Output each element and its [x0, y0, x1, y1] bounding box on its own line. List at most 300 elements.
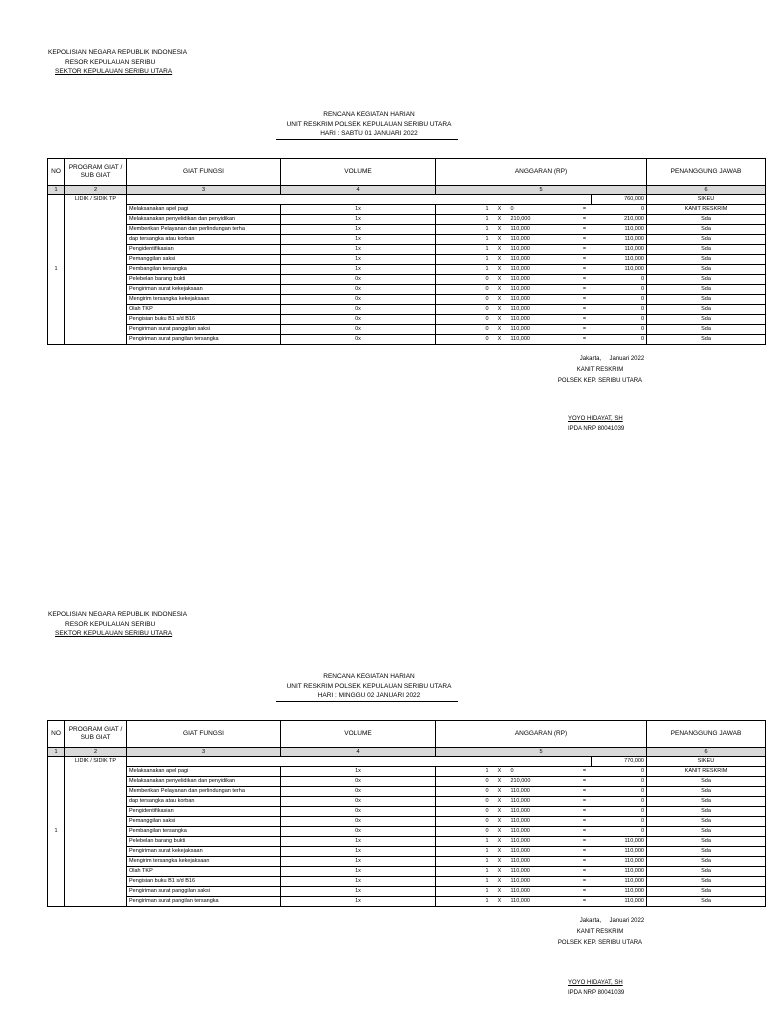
unit-price: 110,000: [509, 275, 578, 285]
unit-price: 110,000: [509, 817, 578, 827]
activity-volume: 1x: [281, 877, 436, 887]
table-row: [48, 215, 766, 225]
table-row: [48, 867, 766, 877]
sign-role: KANIT RESKRIM: [576, 929, 624, 935]
org-line-3: SEKTOR KEPULAUAN SERIBU UTARA: [55, 630, 173, 637]
table-row: [48, 837, 766, 847]
equals-sign: =: [578, 275, 592, 285]
title-line-2: UNIT RESKRIM POLSEK KEPULAUAN SERIBU UTARA: [286, 682, 452, 690]
program-total-row: [48, 757, 766, 767]
table-row: [48, 245, 766, 255]
unit-count: 0: [436, 315, 491, 325]
activity-name: Pengiriman surat panggilan saksi: [127, 887, 281, 897]
table-header-row: [48, 159, 766, 186]
unit-count: 1: [436, 837, 491, 847]
activity-volume: 1x: [281, 205, 436, 215]
times-sign: X: [491, 817, 509, 827]
activity-amount: 110,000: [592, 887, 647, 897]
times-sign: X: [491, 305, 509, 315]
unit-count: 0: [436, 777, 491, 787]
activity-responsible: Sda: [647, 787, 766, 797]
times-sign: X: [491, 847, 509, 857]
activity-name: Mengirim tersangka kekejaksaan: [127, 295, 281, 305]
table-row: [48, 275, 766, 285]
times-sign: X: [491, 205, 509, 215]
equals-sign: =: [578, 787, 592, 797]
col-program-header: PROGRAM GIAT / SUB GIAT: [65, 159, 127, 186]
activity-responsible: Sda: [647, 225, 766, 235]
unit-count: 0: [436, 305, 491, 315]
unit-price: 110,000: [509, 887, 578, 897]
activity-amount: 0: [592, 827, 647, 837]
unit-price: 110,000: [509, 847, 578, 857]
unit-price: 110,000: [509, 877, 578, 887]
activity-amount: 210,000: [592, 215, 647, 225]
col-number: 2: [65, 186, 127, 195]
column-number-row: [48, 748, 766, 757]
activity-responsible: KANIT RESKRIM: [647, 767, 766, 777]
activity-responsible: Sda: [647, 777, 766, 787]
table-row: [48, 807, 766, 817]
equals-sign: =: [578, 837, 592, 847]
activity-name: Olah TKP: [127, 867, 281, 877]
unit-price: 110,000: [509, 897, 578, 907]
col-giat-header: GIAT FUNGSI: [127, 721, 281, 748]
times-sign: X: [491, 857, 509, 867]
col-penanggung-header: PENANGGUNG JAWAB: [647, 721, 766, 748]
unit-price: 110,000: [509, 827, 578, 837]
program-name: LIDIK / SIDIK TP: [65, 195, 127, 345]
equals-sign: =: [578, 245, 592, 255]
activity-volume: 1x: [281, 837, 436, 847]
times-sign: X: [491, 787, 509, 797]
activity-volume: 1x: [281, 245, 436, 255]
doc-title: [240, 110, 498, 139]
unit-count: 0: [436, 335, 491, 345]
times-sign: X: [491, 827, 509, 837]
equals-sign: =: [578, 315, 592, 325]
unit-price: 110,000: [509, 325, 578, 335]
signature-block: [540, 916, 660, 949]
program-total-row: [48, 195, 766, 205]
activity-amount: 110,000: [592, 225, 647, 235]
activity-responsible: Sda: [647, 255, 766, 265]
col-number: 4: [281, 748, 436, 757]
activity-volume: 1x: [281, 767, 436, 777]
activity-volume: 0x: [281, 827, 436, 837]
equals-sign: =: [578, 305, 592, 315]
table-row: [48, 225, 766, 235]
times-sign: X: [491, 807, 509, 817]
unit-price: 110,000: [509, 837, 578, 847]
sign-unit: POLSEK KEP. SERIBU UTARA: [557, 378, 643, 384]
activity-name: Pemanggilan saksi: [127, 255, 281, 265]
table-row: [48, 265, 766, 275]
doc-title: [240, 672, 498, 701]
equals-sign: =: [578, 205, 592, 215]
activity-volume: 1x: [281, 225, 436, 235]
equals-sign: =: [578, 797, 592, 807]
activity-volume: 1x: [281, 265, 436, 275]
equals-sign: =: [578, 847, 592, 857]
activity-name: Memberikan Pelayanan dan perlindungan terha: [127, 787, 281, 797]
unit-price: 110,000: [509, 315, 578, 325]
activity-volume: 0x: [281, 787, 436, 797]
activity-amount: 0: [592, 335, 647, 345]
sign-place: Jakarta,: [579, 356, 602, 362]
activity-responsible: Sda: [647, 315, 766, 325]
title-line-2: UNIT RESKRIM POLSEK KEPULAUAN SERIBU UTARA: [286, 120, 452, 128]
title-line-1: RENCANA KEGIATAN HARIAN: [323, 673, 415, 680]
total-budget: 770,000: [592, 757, 647, 767]
times-sign: X: [491, 877, 509, 887]
activity-amount: 0: [592, 305, 647, 315]
table-row: [48, 787, 766, 797]
col-number: 3: [127, 186, 281, 195]
col-number: 1: [48, 186, 65, 195]
title-underline: [276, 701, 458, 702]
table-row: [48, 325, 766, 335]
activity-amount: 110,000: [592, 837, 647, 847]
activity-volume: 0x: [281, 305, 436, 315]
total-responsible: SIKEU: [647, 757, 766, 767]
activity-responsible: Sda: [647, 325, 766, 335]
org-header: [48, 610, 187, 639]
unit-count: 0: [436, 787, 491, 797]
unit-count: 1: [436, 867, 491, 877]
col-number: 5: [436, 186, 647, 195]
activity-responsible: Sda: [647, 797, 766, 807]
col-number: 6: [647, 748, 766, 757]
times-sign: X: [491, 295, 509, 305]
activity-volume: 1x: [281, 215, 436, 225]
total-responsible: SIKEU: [647, 195, 766, 205]
equals-sign: =: [578, 225, 592, 235]
unit-price: 110,000: [509, 305, 578, 315]
activity-table: [47, 720, 766, 907]
times-sign: X: [491, 215, 509, 225]
activity-amount: 0: [592, 325, 647, 335]
activity-responsible: Sda: [647, 857, 766, 867]
activity-amount: 0: [592, 205, 647, 215]
equals-sign: =: [578, 235, 592, 245]
unit-count: 1: [436, 847, 491, 857]
unit-count: 1: [436, 255, 491, 265]
activity-name: Pengiriman surat kekejaksaan: [127, 847, 281, 857]
activity-amount: 0: [592, 285, 647, 295]
activity-amount: 110,000: [592, 847, 647, 857]
equals-sign: =: [578, 325, 592, 335]
equals-sign: =: [578, 767, 592, 777]
unit-count: 0: [436, 817, 491, 827]
unit-price: 110,000: [509, 807, 578, 817]
activity-name: Pembangilan tersangka: [127, 265, 281, 275]
activity-responsible: Sda: [647, 827, 766, 837]
signatory-nrp: IPDA NRP 80041039: [568, 426, 625, 432]
activity-table: [47, 158, 766, 345]
activity-amount: 110,000: [592, 245, 647, 255]
activity-name: Pengidentifikasian: [127, 245, 281, 255]
sign-date: Januari 2022: [609, 356, 645, 362]
table-row: [48, 827, 766, 837]
total-spacer: [127, 195, 592, 205]
col-anggaran-header: ANGGARAN (RP): [436, 159, 647, 186]
activity-responsible: Sda: [647, 245, 766, 255]
times-sign: X: [491, 867, 509, 877]
activity-amount: 0: [592, 807, 647, 817]
activity-name: Pengidentifikasian: [127, 807, 281, 817]
col-volume-header: VOLUME: [281, 721, 436, 748]
activity-name: dap tersangka atau korban: [127, 235, 281, 245]
unit-price: 110,000: [509, 225, 578, 235]
activity-responsible: Sda: [647, 235, 766, 245]
activity-name: Pengiriman surat pangilan tersangka: [127, 897, 281, 907]
activity-name: Mengirim tersangka kekejaksaan: [127, 857, 281, 867]
unit-count: 1: [436, 205, 491, 215]
unit-count: 0: [436, 295, 491, 305]
activity-name: Pemanggilan saksi: [127, 817, 281, 827]
table-row: [48, 877, 766, 887]
activity-name: Melaksanakan apel pagi: [127, 767, 281, 777]
times-sign: X: [491, 255, 509, 265]
activity-volume: 1x: [281, 887, 436, 897]
equals-sign: =: [578, 255, 592, 265]
org-line-3: SEKTOR KEPULAUAN SERIBU UTARA: [55, 68, 173, 75]
row-number: 1: [48, 195, 65, 345]
col-giat-header: GIAT FUNGSI: [127, 159, 281, 186]
unit-price: 110,000: [509, 857, 578, 867]
org-line-2: RESOR KEPULAUAN SERIBU: [65, 620, 156, 628]
times-sign: X: [491, 225, 509, 235]
equals-sign: =: [578, 335, 592, 345]
table-row: [48, 847, 766, 857]
equals-sign: =: [578, 887, 592, 897]
activity-name: Melaksanakan penyelidikan dan penyidikan: [127, 777, 281, 787]
title-line-3: HARI : MINGGU 02 JANUARI 2022: [317, 692, 421, 699]
times-sign: X: [491, 887, 509, 897]
activity-amount: 110,000: [592, 877, 647, 887]
unit-count: 0: [436, 275, 491, 285]
times-sign: X: [491, 285, 509, 295]
activity-amount: 0: [592, 787, 647, 797]
activity-volume: 0x: [281, 315, 436, 325]
table-row: [48, 797, 766, 807]
col-number: 1: [48, 748, 65, 757]
times-sign: X: [491, 335, 509, 345]
unit-price: 110,000: [509, 245, 578, 255]
activity-volume: 0x: [281, 817, 436, 827]
unit-price: 110,000: [509, 797, 578, 807]
col-number: 4: [281, 186, 436, 195]
total-spacer: [127, 757, 592, 767]
activity-volume: 1x: [281, 867, 436, 877]
unit-count: 1: [436, 857, 491, 867]
activity-responsible: Sda: [647, 847, 766, 857]
unit-count: 0: [436, 797, 491, 807]
table-row: [48, 255, 766, 265]
equals-sign: =: [578, 295, 592, 305]
equals-sign: =: [578, 857, 592, 867]
activity-amount: 0: [592, 295, 647, 305]
table-row: [48, 817, 766, 827]
activity-volume: 1x: [281, 847, 436, 857]
col-volume-header: VOLUME: [281, 159, 436, 186]
table-header-row: [48, 721, 766, 748]
unit-count: 0: [436, 325, 491, 335]
activity-responsible: Sda: [647, 285, 766, 295]
unit-price: 0: [509, 767, 578, 777]
unit-count: 0: [436, 827, 491, 837]
times-sign: X: [491, 315, 509, 325]
activity-amount: 110,000: [592, 897, 647, 907]
activity-responsible: Sda: [647, 817, 766, 827]
title-line-1: RENCANA KEGIATAN HARIAN: [323, 111, 415, 118]
equals-sign: =: [578, 827, 592, 837]
activity-responsible: Sda: [647, 335, 766, 345]
times-sign: X: [491, 897, 509, 907]
activity-responsible: Sda: [647, 867, 766, 877]
activity-volume: 1x: [281, 255, 436, 265]
activity-volume: 0x: [281, 325, 436, 335]
unit-price: 110,000: [509, 787, 578, 797]
activity-name: Pembangilan tersangka: [127, 827, 281, 837]
unit-price: 110,000: [509, 285, 578, 295]
signatory: [568, 414, 624, 434]
unit-count: 1: [436, 887, 491, 897]
times-sign: X: [491, 767, 509, 777]
equals-sign: =: [578, 817, 592, 827]
signatory-name: YOYO HIDAYAT, SH: [568, 980, 623, 986]
activity-volume: 0x: [281, 807, 436, 817]
col-number: 2: [65, 748, 127, 757]
unit-price: 110,000: [509, 867, 578, 877]
table-row: [48, 857, 766, 867]
equals-sign: =: [578, 877, 592, 887]
org-line-1: KEPOLISIAN NEGARA REPUBLIK INDONESIA: [48, 611, 188, 618]
activity-responsible: Sda: [647, 897, 766, 907]
unit-price: 0: [509, 205, 578, 215]
unit-count: 1: [436, 767, 491, 777]
unit-count: 1: [436, 897, 491, 907]
equals-sign: =: [578, 867, 592, 877]
unit-price: 110,000: [509, 335, 578, 345]
times-sign: X: [491, 265, 509, 275]
activity-amount: 0: [592, 767, 647, 777]
total-budget: 760,000: [592, 195, 647, 205]
table-row: [48, 235, 766, 245]
col-penanggung-header: PENANGGUNG JAWAB: [647, 159, 766, 186]
activity-name: Pengisian buku B1 s/d B16: [127, 315, 281, 325]
activity-amount: 110,000: [592, 867, 647, 877]
table-row: [48, 335, 766, 345]
activity-responsible: Sda: [647, 305, 766, 315]
activity-volume: 0x: [281, 295, 436, 305]
signatory: [568, 978, 624, 998]
activity-name: Pengiriman surat pangilan tersangka: [127, 335, 281, 345]
activity-volume: 0x: [281, 285, 436, 295]
equals-sign: =: [578, 807, 592, 817]
activity-responsible: Sda: [647, 215, 766, 225]
signature-block: [540, 354, 660, 387]
times-sign: X: [491, 325, 509, 335]
activity-responsible: Sda: [647, 877, 766, 887]
activity-responsible: Sda: [647, 265, 766, 275]
activity-responsible: KANIT RESKRIM: [647, 205, 766, 215]
activity-name: Melaksanakan apel pagi: [127, 205, 281, 215]
org-line-1: KEPOLISIAN NEGARA REPUBLIK INDONESIA: [48, 49, 188, 56]
activity-name: Olah TKP: [127, 305, 281, 315]
activity-amount: 0: [592, 315, 647, 325]
unit-price: 110,000: [509, 255, 578, 265]
sign-date: Januari 2022: [609, 918, 645, 924]
table-row: [48, 285, 766, 295]
program-name: LIDIK / SIDIK TP: [65, 757, 127, 907]
unit-count: 1: [436, 245, 491, 255]
org-header: [48, 48, 187, 77]
activity-volume: 1x: [281, 897, 436, 907]
times-sign: X: [491, 235, 509, 245]
col-number: 6: [647, 186, 766, 195]
times-sign: X: [491, 837, 509, 847]
activity-responsible: Sda: [647, 807, 766, 817]
col-number: 5: [436, 748, 647, 757]
unit-count: 0: [436, 285, 491, 295]
unit-count: 1: [436, 235, 491, 245]
activity-amount: 0: [592, 275, 647, 285]
table-row: [48, 897, 766, 907]
equals-sign: =: [578, 285, 592, 295]
unit-count: 0: [436, 807, 491, 817]
unit-price: 110,000: [509, 295, 578, 305]
activity-responsible: Sda: [647, 887, 766, 897]
times-sign: X: [491, 275, 509, 285]
col-anggaran-header: ANGGARAN (RP): [436, 721, 647, 748]
times-sign: X: [491, 245, 509, 255]
activity-responsible: Sda: [647, 837, 766, 847]
activity-name: Memberikan Pelayanan dan perlindungan terha: [127, 225, 281, 235]
activity-amount: 0: [592, 817, 647, 827]
activity-name: Pengiriman surat kekejaksaan: [127, 285, 281, 295]
equals-sign: =: [578, 265, 592, 275]
activity-name: Pengiriman surat panggilan saksi: [127, 325, 281, 335]
activity-volume: 0x: [281, 777, 436, 787]
table-row: [48, 767, 766, 777]
activity-amount: 110,000: [592, 235, 647, 245]
table-row: [48, 887, 766, 897]
activity-amount: 110,000: [592, 255, 647, 265]
table-row: [48, 777, 766, 787]
activity-amount: 110,000: [592, 857, 647, 867]
col-no-header: NO: [48, 721, 65, 748]
row-number: 1: [48, 757, 65, 907]
activity-volume: 1x: [281, 235, 436, 245]
col-number: 3: [127, 748, 281, 757]
activity-responsible: Sda: [647, 295, 766, 305]
unit-price: 110,000: [509, 265, 578, 275]
sign-unit: POLSEK KEP. SERIBU UTARA: [557, 940, 643, 946]
activity-name: Pelebelan barang bukti: [127, 275, 281, 285]
title-line-3: HARI : SABTU 01 JANUARI 2022: [320, 130, 418, 137]
org-line-2: RESOR KEPULAUAN SERIBU: [65, 58, 156, 66]
unit-price: 210,000: [509, 777, 578, 787]
title-underline: [276, 139, 458, 140]
activity-amount: 110,000: [592, 265, 647, 275]
unit-count: 1: [436, 265, 491, 275]
col-program-header: PROGRAM GIAT / SUB GIAT: [65, 721, 127, 748]
unit-count: 1: [436, 877, 491, 887]
table-row: [48, 205, 766, 215]
activity-volume: 0x: [281, 275, 436, 285]
